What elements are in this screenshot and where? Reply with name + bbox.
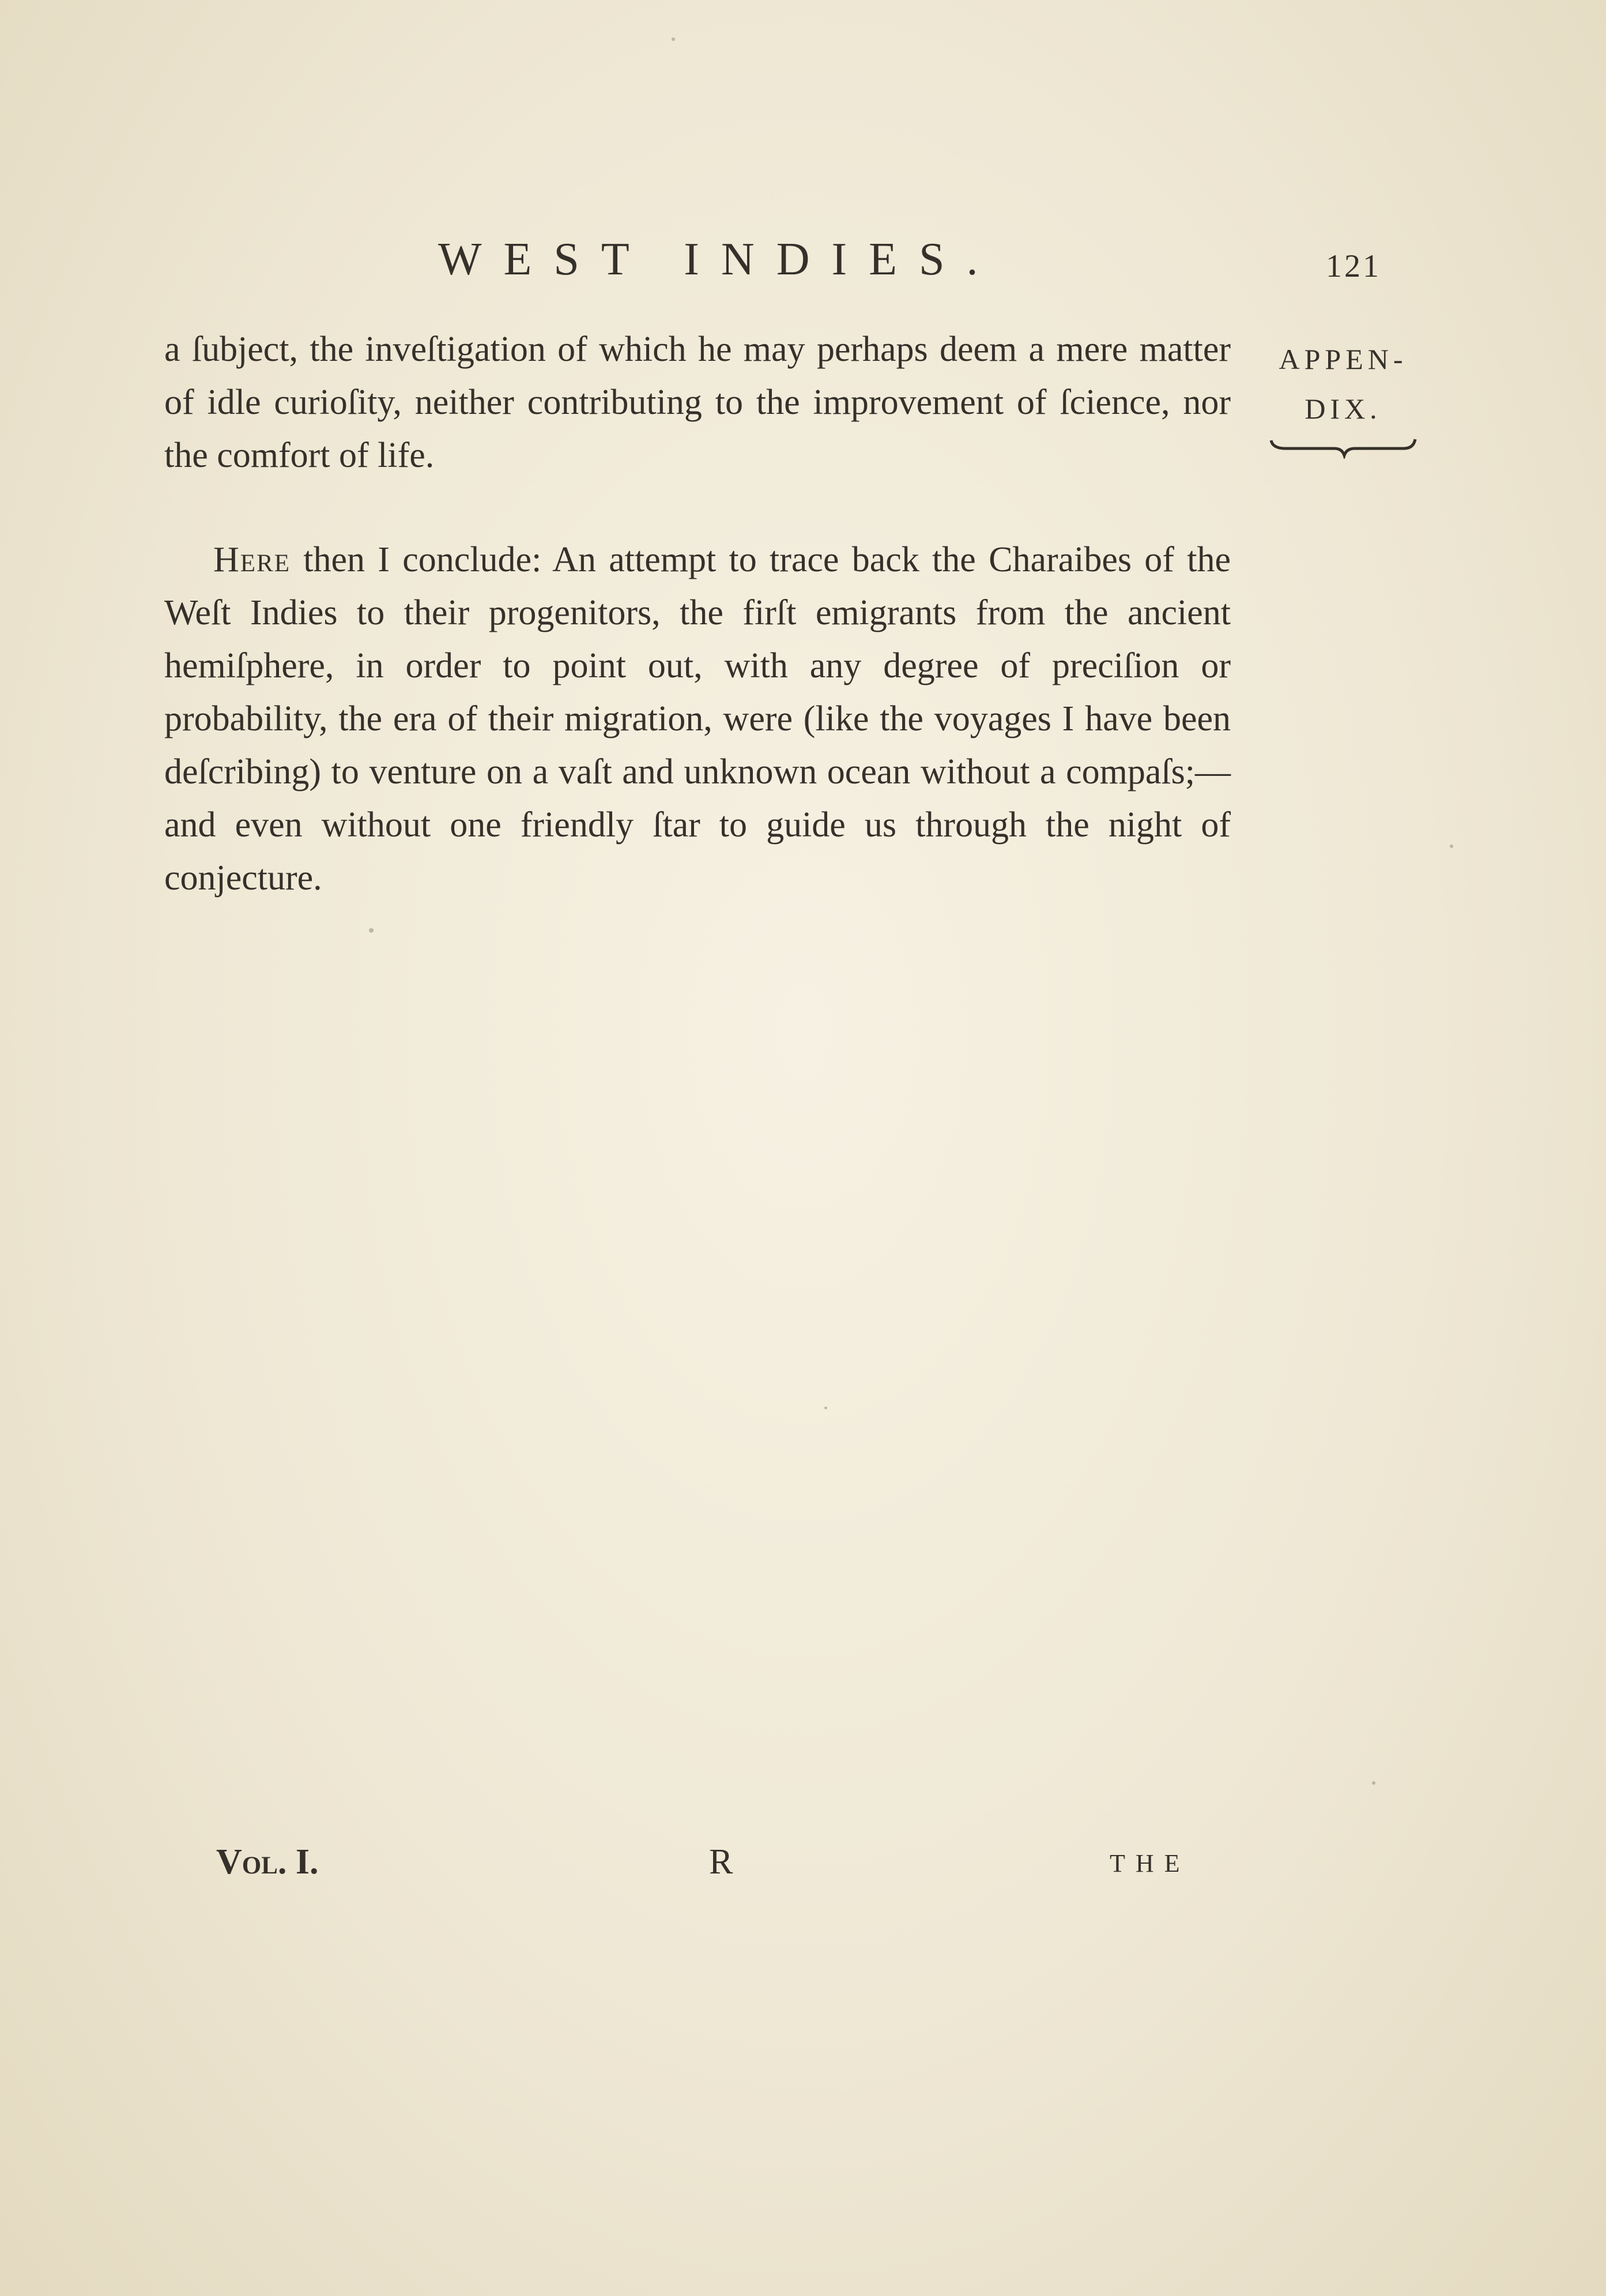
margin-note-line1: APPEN- [1279,343,1408,375]
paragraph-2-text: then I conclude: An attempt to trace back the Charaibes of the Weſt Indies to their progenitors, the firſt emigrants from the ancient hemiſphere, in order to point out, with any degree of preciſion or probability, the era of their migration, were (like the voyages I have been deſcribing) to venture on a vaſt and unknown ocean without a compaſs;—and even without one friendly ſtar to guide us through the night of conjecture. [164,540,1231,898]
running-title: WEST INDIES. [438,234,1000,285]
volume-label: Vol. I. [216,1842,319,1882]
brace-ornament-icon [1268,436,1418,459]
paper-speck [672,37,675,41]
paper-speck [1450,844,1453,848]
paragraph-2-lead: Here [213,540,291,579]
page-number: 121 [1326,248,1381,284]
catchword: THE [1110,1849,1190,1877]
signature-mark: R [709,1842,733,1882]
paper-speck [824,1407,827,1409]
margin-note-line2: DIX. [1305,393,1382,425]
paper-speck [1372,1781,1375,1785]
margin-note [1251,334,1435,459]
paragraph-2 [164,533,1231,904]
paragraph-1: a ſubject, the inveſtigation of which he may perhaps deem a mere matter of idle curioſity, neither contributing to the improvement of ſcience, nor the comfort of life. [164,330,1231,475]
paper-speck [369,928,374,933]
